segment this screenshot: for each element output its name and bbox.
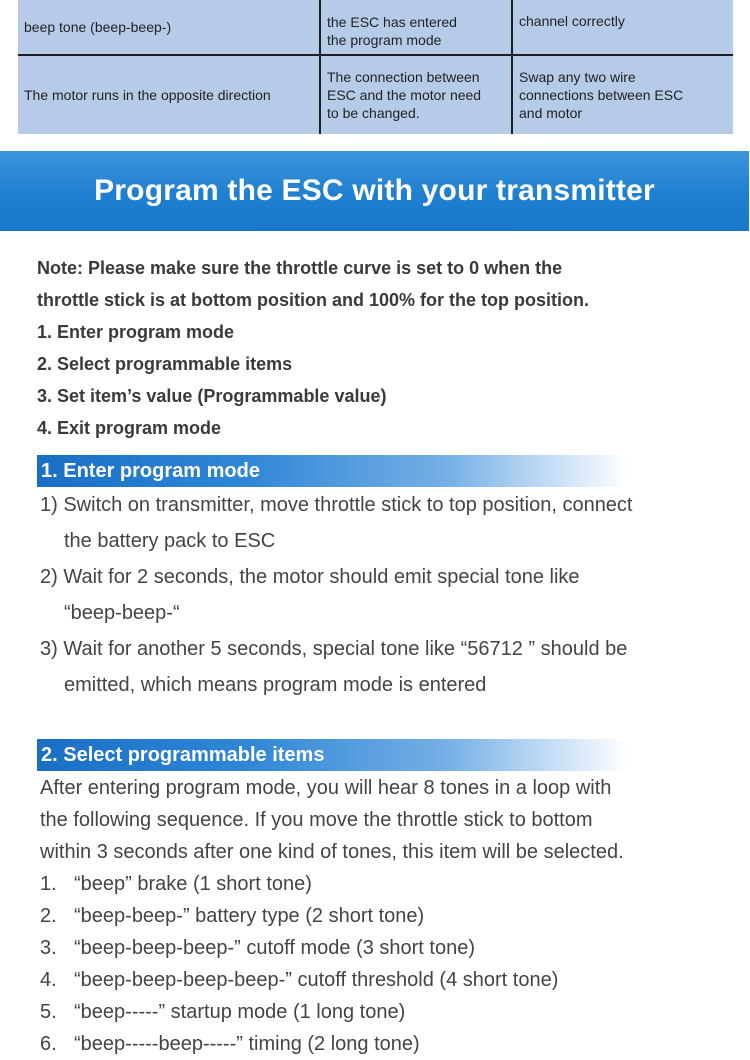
table-cell-line: the program mode: [327, 32, 442, 48]
step-line: the battery pack to ESC: [64, 530, 276, 552]
table-cell-line: ESC and the motor need: [327, 87, 482, 103]
item-number: 5.: [40, 1001, 57, 1023]
note-block: [37, 252, 737, 444]
section-header-enter-program-mode: [37, 455, 627, 487]
troubleshooting-table: [18, 0, 733, 134]
list-item: [40, 964, 740, 996]
list-item: [40, 900, 740, 932]
section-title: 2. Select programmable items: [41, 743, 325, 766]
table-cell-line: the ESC has entered: [327, 14, 457, 30]
intro-line: the following sequence. If you move the throttle stick to bottom: [40, 809, 593, 831]
intro-line: within 3 seconds after one kind of tones, this item will be selected.: [40, 841, 624, 863]
list-item: [40, 868, 740, 900]
table-cell-problem: beep tone (beep-beep-): [18, 0, 320, 55]
item-text: “beep-----” startup mode (1 long tone): [74, 1001, 406, 1023]
item-text: “beep-beep-beep-beep-” cutoff threshold (4 short tone): [74, 969, 559, 991]
table-cell-cause: [320, 55, 512, 134]
item-number: 3.: [40, 937, 57, 959]
table-row: [18, 55, 733, 134]
item-number: 6.: [40, 1033, 57, 1055]
table-row: [18, 0, 733, 55]
intro-line: After entering program mode, you will hear 8 tones in a loop with: [40, 777, 612, 799]
section-header-select-items: [37, 739, 627, 771]
item-text: “beep-beep-” battery type (2 short tone): [74, 905, 425, 927]
note-line: throttle stick is at bottom position and 100% for the top position.: [37, 290, 590, 310]
item-text: “beep-----beep-----” timing (2 long tone): [74, 1033, 420, 1055]
table-cell-solution: [512, 55, 733, 134]
table-cell-line: The connection between: [327, 69, 480, 85]
step-line: “beep-beep-“: [64, 602, 180, 624]
programmable-items: [40, 772, 740, 1060]
item-text: “beep” brake (1 short tone): [74, 873, 312, 895]
table-cell-cause: [320, 0, 512, 55]
table-cell-line: and motor: [519, 105, 583, 121]
item-number: 2.: [40, 905, 57, 927]
step-line: 1) Switch on transmitter, move throttle stick to top position, connect: [40, 494, 633, 516]
table-cell-line: connections between ESC: [519, 87, 684, 103]
item-number: 4.: [40, 969, 57, 991]
note-line: Note: Please make sure the throttle curve is set to 0 when the: [37, 258, 563, 278]
table-cell-solution: channel correctly: [512, 0, 733, 55]
overview-step: 2. Select programmable items: [37, 354, 293, 374]
overview-step: 4. Exit program mode: [37, 418, 222, 438]
step-line: 2) Wait for 2 seconds, the motor should emit special tone like: [40, 566, 580, 588]
section-banner: [0, 151, 749, 231]
section-title: 1. Enter program mode: [41, 459, 260, 482]
overview-step: 3. Set item’s value (Programmable value): [37, 386, 387, 406]
banner-title: Program the ESC with your transmitter: [94, 174, 655, 207]
table-cell-line: to be changed.: [327, 105, 420, 121]
item-text: “beep-beep-beep-” cutoff mode (3 short tone): [74, 937, 475, 959]
step-line: 3) Wait for another 5 seconds, special tone like “56712 ” should be: [40, 638, 628, 660]
list-item: [40, 996, 740, 1028]
list-item: [40, 932, 740, 964]
item-number: 1.: [40, 873, 57, 895]
table-cell-line: Swap any two wire: [519, 69, 636, 85]
table-cell-problem: The motor runs in the opposite direction: [18, 55, 320, 134]
list-item: [40, 1028, 740, 1060]
overview-step: 1. Enter program mode: [37, 322, 235, 342]
enter-program-steps: [40, 487, 740, 703]
step-line: emitted, which means program mode is entered: [64, 674, 487, 696]
